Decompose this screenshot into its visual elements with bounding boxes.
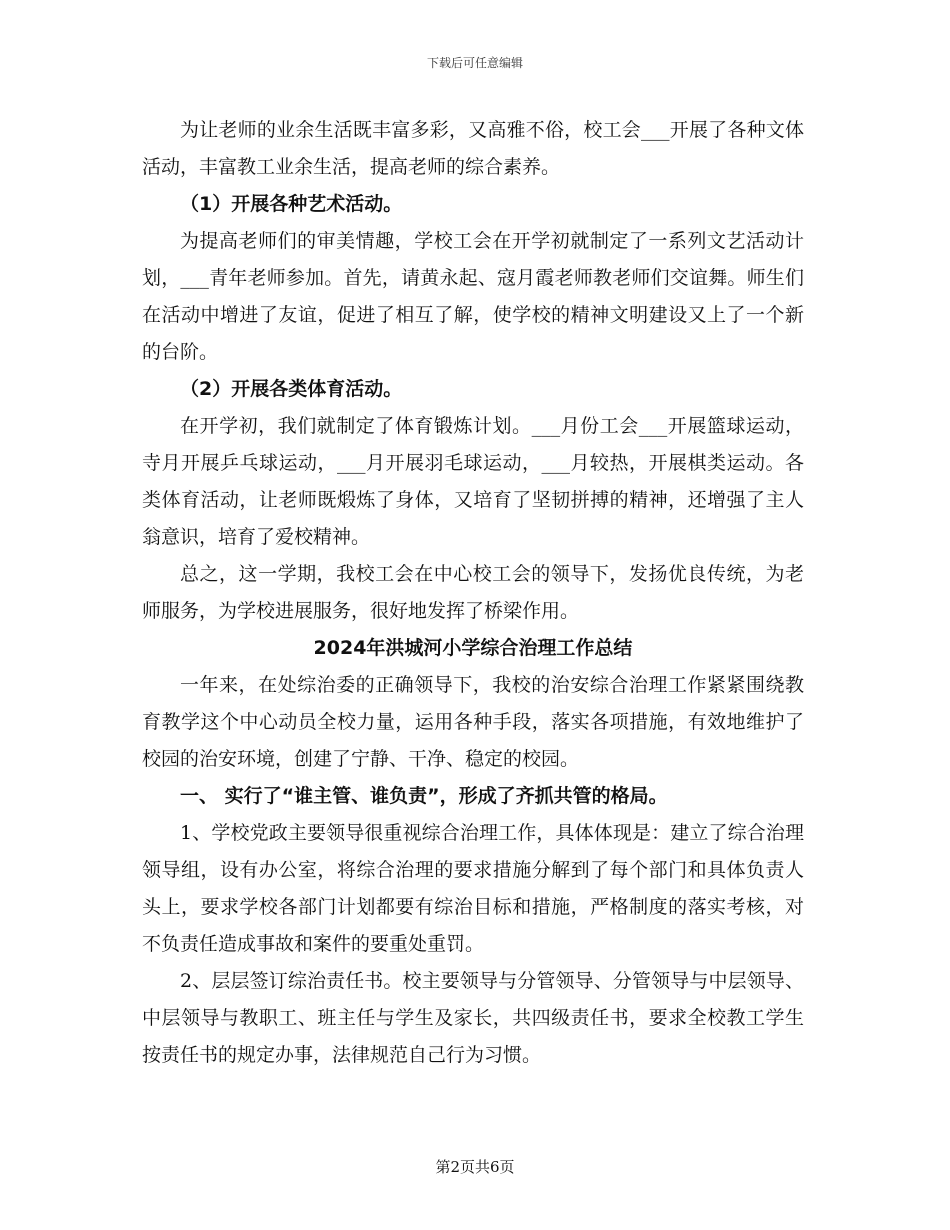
paragraph-summary: 总之，这一学期，我校工会在中心校工会的领导下，发扬优良传统，为老师服务，为学校进展服务，很好地发挥了桥梁作用。 — [142, 563, 804, 622]
paragraph-overview: 一年来，在处综治委的正确领导下，我校的治安综合治理工作紧紧围绕教育教学这个中心动员全校力量，运用各种手段，落实各项措施，有效地维护了校园的治安环境，创建了宁静、干净、稳定的校园。 — [142, 674, 804, 770]
section-heading-sports: （2）开展各类体育活动。 — [180, 378, 403, 400]
page-header: 下载后可任意编辑 — [426, 56, 523, 70]
document-body — [142, 112, 804, 1074]
paragraph-intro: 为让老师的业余生活既丰富多彩，又高雅不俗，校工会___开展了各种文体活动，丰富教工业余生活，提高老师的综合素养。 — [142, 119, 804, 178]
section-heading-art: （1）开展各种艺术活动。 — [180, 193, 403, 215]
paragraph-sports-activities: 在开学初，我们就制定了体育锻炼计划。___月份工会___开展篮球运动，寺月开展乒乓球运动，___月开展羽毛球运动，___月较热，开展棋类运动。各类体育活动，让老师既煅炼了身体，又培育了坚韧拼搏的精神，还增强了主人翁意识，培育了爱校精神。 — [142, 415, 804, 548]
paragraph-responsibility-letters: 2、层层签订综治责任书。校主要领导与分管领导、分管领导与中层领导、中层领导与教职工、班主任与学生及家长，共四级责任书，要求全校教工学生按责任书的规定办事，法律规范自己行为习惯。 — [142, 970, 804, 1066]
paragraph-art-activities: 为提高老师们的审美情趣，学校工会在开学初就制定了一系列文艺活动计划，___青年老师参加。首先，请黄永起、寇月霞老师教老师们交谊舞。师生们在活动中增进了友谊，促进了相互了解，使学校的精神文明建设又上了一个新的台阶。 — [142, 230, 804, 363]
page-number: 第2页共6页 — [435, 1158, 515, 1176]
paragraph-leadership: 1、学校党政主要领导很重视综合治理工作，具体体现是：建立了综合治理领导组，设有办公室，将综合治理的要求措施分解到了每个部门和具体负责人头上，要求学校各部门计划都要有综治目标和措施，严格制度的落实考核，对不负责任造成事故和案件的要重处重罚。 — [142, 822, 804, 955]
document-title: 2024年洪城河小学综合治理工作总结 — [313, 637, 633, 659]
section-heading-responsibility: 一、 实行了“谁主管、谁负责”，形成了齐抓共管的格局。 — [180, 785, 668, 807]
